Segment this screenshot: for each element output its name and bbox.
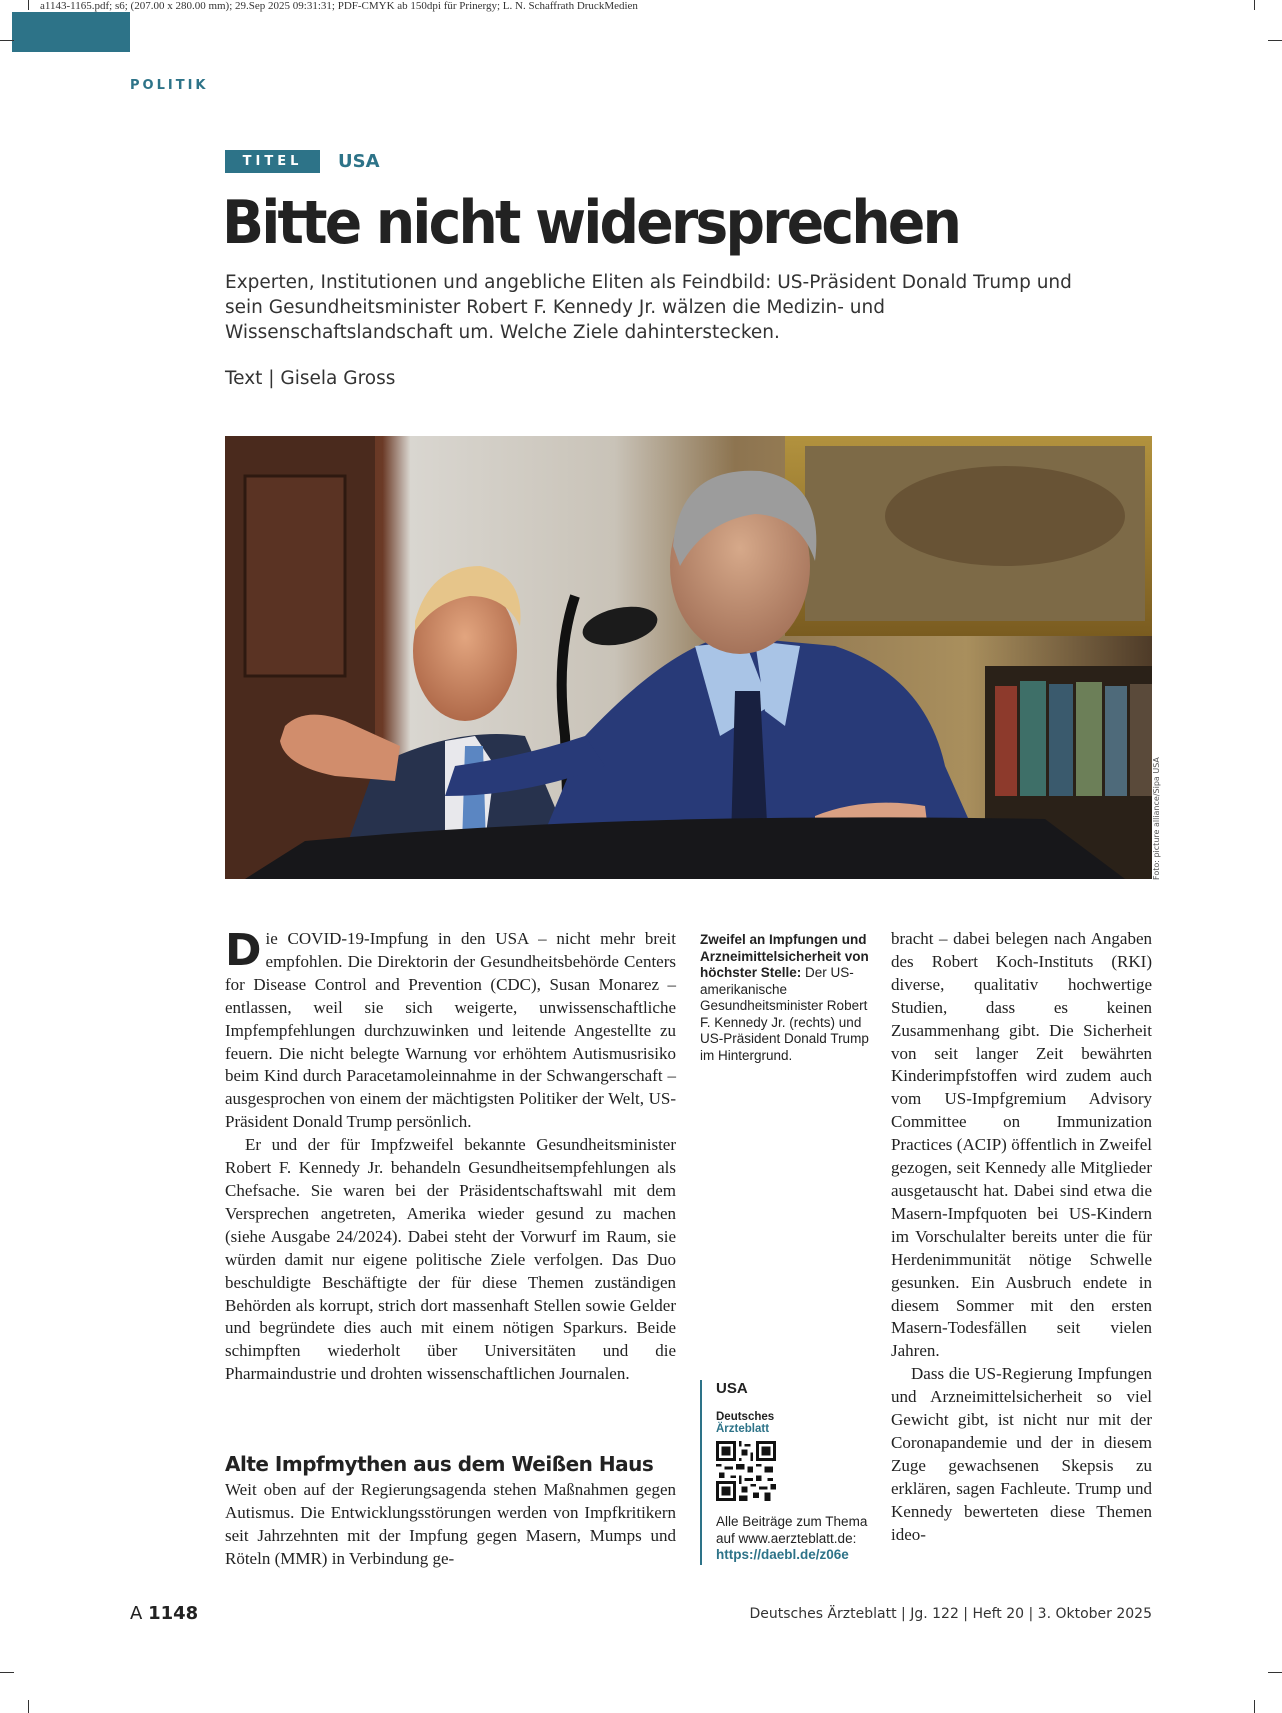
crop-mark: [1268, 40, 1282, 41]
brand-logo-line-2: Ärzteblatt: [716, 1423, 770, 1435]
headline: Bitte nicht widersprechen: [222, 188, 960, 258]
section-color-bar: [12, 12, 130, 52]
photo-caption: [700, 932, 870, 1064]
paragraph-3: Weit oben auf der Regierungsagenda stehen Maßnahmen gegen Autismus. Die Entwicklungsstörungen werden von Impfkritikern seit Jahrzehnten mit der Impfung gegen Masern, Mumps und Röteln (MMR) in Verbindung ge-: [225, 1480, 676, 1568]
drop-cap: D: [225, 925, 262, 976]
paragraph-2: Er und der für Impfzweifel bekannte Gesundheitsminister Robert F. Kennedy Jr. behandeln Gesundheitsempfehlungen als Chefsache. Sie waren bei der Präsidentschaftswahl mit dem Versprechen angetreten, Amerika wieder gesund zu machen (siehe Ausgabe 24/2024). Dabei steht der Vorwurf im Raum, sie würden damit nur eigene politische Ziele verfolgen. Das Duo beschuldigte Beschäftigte der für diese Themen zuständigen Behörden als korrupt, strich dort massenhaft Stellen sowie Gelder und begründete dies auch mit einem nötigen Sparkurs. Beide schimpften wiederholt über Universitäten und die Pharmaindustrie und drohten wissenschaftlichen Journalen.: [225, 1135, 676, 1384]
infobox-text: Alle Beiträge zum Thema auf www.aerzteblatt.de:: [716, 1514, 868, 1546]
paragraph-4: bracht – dabei belegen nach Angaben des Robert Koch-Instituts (RKI) diverse, qualitativ hochwertige Studien, dass es keinen Zusammenhang gibt. Die Sicherheit von seit langer Zeit bewährten Kinderimpfstoffen wird zudem auch vom US-Impfgremium Advisory Committee on Immunization Practices (ACIP) öffentlich in Zweifel gezogen, seit Kennedy alle Mitglieder ausgetauscht hat. Dabei sind etwa die Masern-Impfquoten bei US-Kindern im Vorschulalter bereits unter die für Herdenimmunität nötige Schwelle gesunken. Ein Ausbruch endete in diesem Sommer mit den ersten Masern-Todesfällen seit vielen Jahren.: [891, 929, 1152, 1361]
lead-text: Experten, Institutionen und angebliche Eliten als Feindbild: US-Präsident Donald Trump und sein Gesundheitsminister Robert F. Kennedy Jr. wälzen die Medizin- und Wissenschaftslandschaft um. Welche Ziele dahinterstecken.: [225, 272, 1072, 343]
subheading: Alte Impfmythen aus dem Weißen Haus: [225, 1452, 654, 1476]
article-column-1-continued: [225, 1479, 676, 1571]
caption-title: Zweifel an Impfungen und Arzneimittelsicherheit von höchster Stelle:: [700, 932, 869, 980]
brand-logo-line-1: Deutsches: [716, 1411, 775, 1423]
topic-infobox: [700, 1380, 880, 1565]
photo-credit: Foto: picture alliance/Sipa USA: [1152, 757, 1161, 880]
section-label: POLITIK: [130, 78, 209, 93]
topic-label: USA: [338, 151, 380, 172]
byline: Text | Gisela Gross: [225, 368, 396, 389]
article-column-3: [891, 928, 1152, 1546]
article-column-1: [225, 925, 676, 1386]
infobox-title: USA: [716, 1380, 748, 1397]
infobox-link[interactable]: https://daebl.de/z06e: [716, 1547, 849, 1562]
page-number: A 1148: [130, 1603, 199, 1624]
crop-mark: [1254, 1700, 1255, 1713]
caption-text: Der US-amerikanische Gesundheitsminister Robert F. Kennedy Jr. (rechts) und US-Präsident Donald Trump im Hintergrund.: [700, 965, 869, 1063]
article-photo: [225, 436, 1152, 879]
publication-footer: Deutsches Ärzteblatt | Jg. 122 | Heft 20 | 3. Oktober 2025: [749, 1606, 1152, 1622]
crop-mark: [28, 1700, 29, 1713]
qr-code-icon[interactable]: [716, 1441, 776, 1501]
paragraph-5: Dass die US-Regierung Impfungen und Arzneimittelsicherheit so viel Gewicht gibt, ist nicht nur mit der Coronapandemie und der in diesem Zuge gewachsenen Skepsis zu erklären, sagen Fachleute. Trump und Kennedy bewerteten diese Themen ideo-: [891, 1364, 1152, 1544]
crop-mark: [0, 40, 14, 41]
print-slug: a1143-1165.pdf; s6; (207.00 x 280.00 mm); 29.Sep 2025 09:31:31; PDF-CMYK ab 150dpi für Prinergy; L. N. Schaffrath DruckMedien: [40, 0, 638, 12]
crop-mark: [1254, 0, 1255, 10]
crop-mark: [0, 1672, 14, 1673]
paragraph-1: Die COVID-19-Impfung in den USA – nicht mehr breit empfohlen. Die Direktorin der Gesundheitsbehörde Centers for Disease Control and Prevention (CDC), Susan Monarez – entlassen, weil sie sich weigerte, unwissenschaftliche Impfempfehlungen durchzuwinken und leitende Angestellte zu feuern. Die nicht belegte Warnung vor erhöhtem Autismusrisiko beim Kind durch Paracetamoleinnahme in der Schwangerschaft – ausgesprochen von einem der mächtigsten Politiker der Welt, US-Präsident Donald Trump persönlich.: [225, 925, 676, 1132]
category-badge: TITEL: [225, 150, 320, 173]
crop-mark: [28, 0, 29, 10]
crop-mark: [1268, 1672, 1282, 1673]
